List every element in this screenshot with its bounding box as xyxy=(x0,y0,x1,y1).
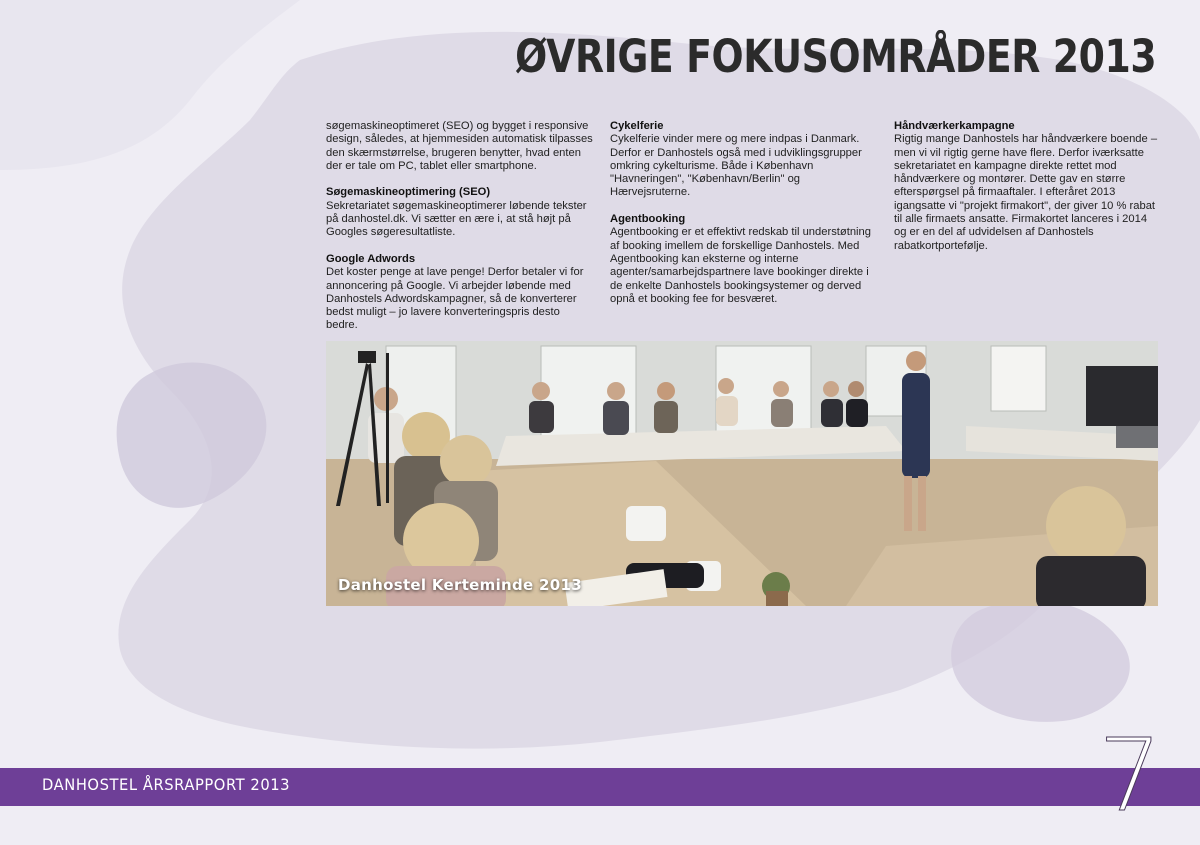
section-body: Rigtig mange Danhostels har håndværkere boende – men vi vil rigtig gerne have flere. Derfor iværksatte sekretariatet en kampagne direkte rettet mod håndværkere og montører. Dette gav en større efterspørgsel på firmaaftaler. I efteråret 2013 igangsatte vi "projekt firmakort", der giver 10 % rabat til alle firmaets ansatte. Firmakortet lanceres i 2014 og er en del af udvidelsen af Danhostels rabatkortportefølje. xyxy=(894,133,1158,252)
meeting-photo-illustration xyxy=(326,341,1158,606)
section-google-adwords xyxy=(326,253,594,333)
section-body: Cykelferie vinder mere og mere indpas i Danmark. Derfor er Danhostels også med i udviklingsgrupper omkring cykelturisme. Både i København "Havneringen", "København/Berlin" og Hærvejsruterne. xyxy=(610,133,862,199)
text-column-2 xyxy=(610,120,878,319)
section-heading: Agentbooking xyxy=(610,213,686,226)
text-column-3 xyxy=(894,120,1162,266)
page-number: 7 xyxy=(1098,717,1162,834)
footer-band xyxy=(0,768,1200,806)
section-heading: Cykelferie xyxy=(610,120,664,132)
section-agentbooking xyxy=(610,213,878,306)
section-body: Sekretariatet søgemaskineoptimerer løbende tekster på danhostel.dk. Vi sætter en ære i, at stå højt på Googles søgeresultatliste. xyxy=(326,199,587,239)
section-seo-intro xyxy=(326,120,594,173)
section-body: Agentbooking er et effektivt redskab til understøtning af booking imellem de forskellige Danhostels. Med Agentbooking kan eksterne og interne agenter/samarbejdspartnere lave bookinger direkte i de enkelte Danhostels bookingsystemer og derved opnå et booking fee for besværet. xyxy=(610,226,871,305)
section-heading: Søgemaskineoptimering (SEO) xyxy=(326,186,491,199)
meeting-photo xyxy=(326,341,1158,606)
section-seo xyxy=(326,186,594,239)
page-title: ØVRIGE FOKUSOMRÅDER 2013 xyxy=(514,30,1156,83)
text-column-1 xyxy=(326,120,594,346)
section-haandvaerkerkampagne xyxy=(894,120,1162,253)
section-body: søgemaskineoptimeret (SEO) og bygget i responsive design, således, at hjemmesiden automatisk tilpasses den skærmstørrelse, brugeren benytter, hvad enten der er tale om PC, tablet eller smartphone. xyxy=(326,120,593,172)
section-body: Det koster penge at lave penge! Derfor betaler vi for annoncering på Google. Vi arbejder løbende med Danhostels Adwordskampagner, så de konverterer bedst muligt – jo lavere konverteringspris desto bedre. xyxy=(326,266,584,332)
section-cykelferie xyxy=(610,120,878,200)
section-heading: Håndværkerkampagne xyxy=(894,120,1015,132)
photo-caption: Danhostel Kerteminde 2013 xyxy=(338,576,582,594)
footer-title: DANHOSTEL ÅRSRAPPORT 2013 xyxy=(42,775,291,794)
section-heading: Google Adwords xyxy=(326,252,416,265)
